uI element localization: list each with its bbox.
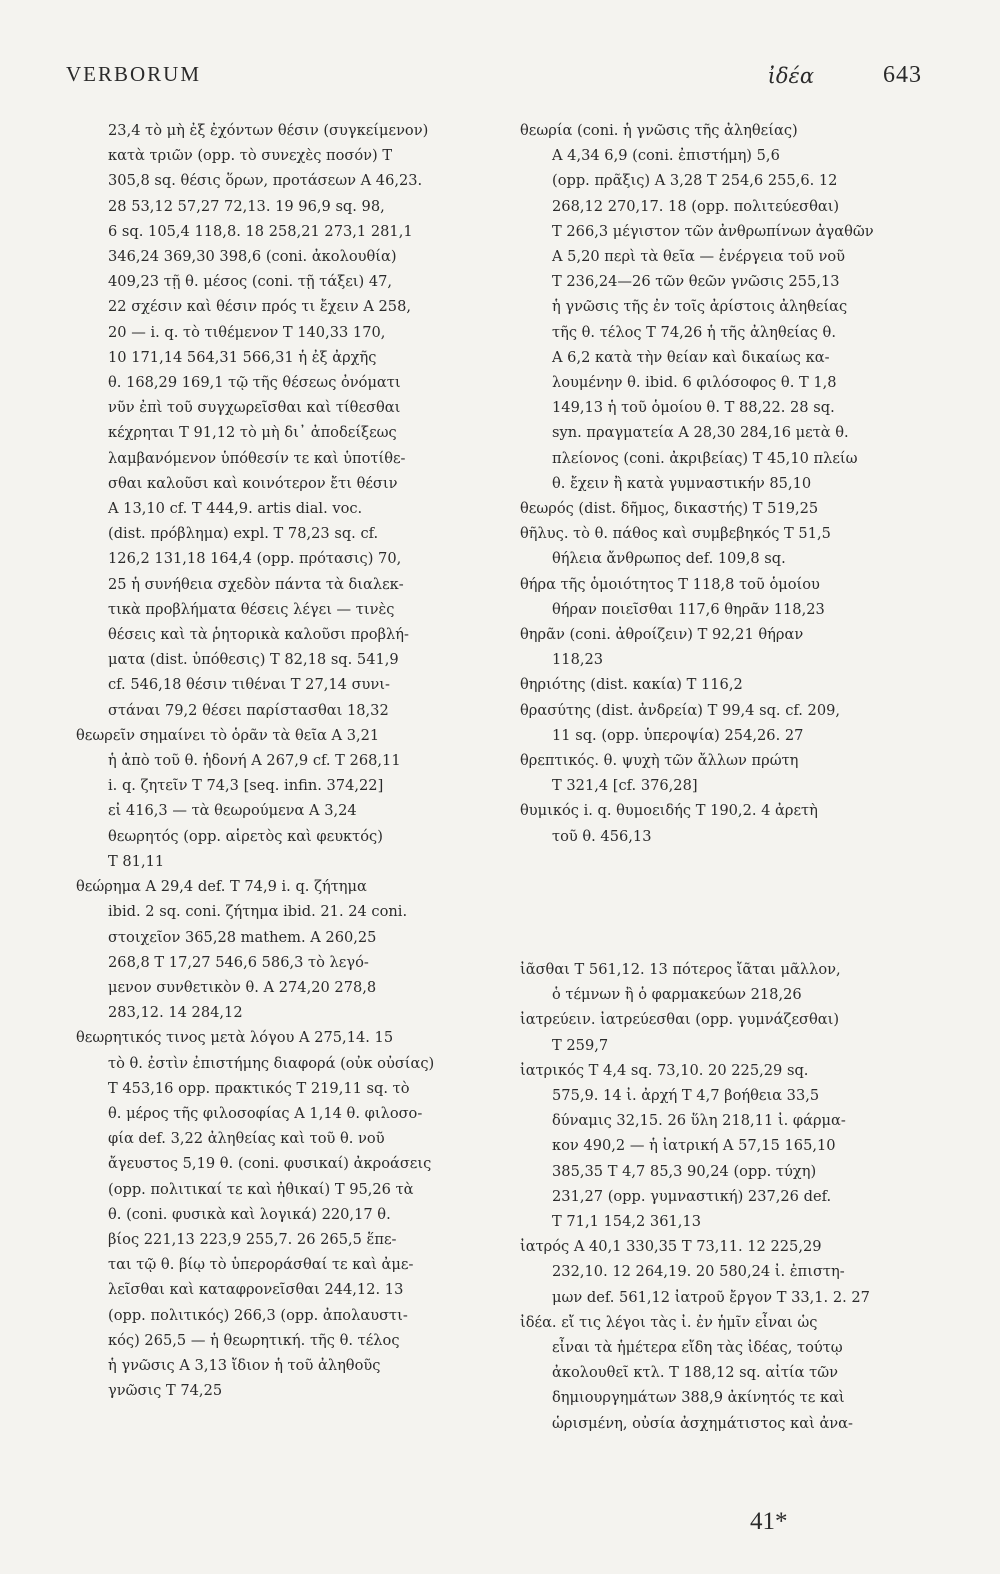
entry-line: στάναι 79,2 θέσει παρίστασθαι 18,32 <box>108 701 389 719</box>
entry-line: γνῶσις T 74,25 <box>108 1382 223 1400</box>
entry-line: cf. 546,18 θέσιν τιθέναι T 27,14 συνι- <box>108 676 390 694</box>
running-head-word: ἰδέα <box>767 64 814 88</box>
entry-line: 305,8 sq. θέσις ὅρων, προτάσεων A 46,23. <box>108 172 423 190</box>
entry-headword-line: ἰατρεύειν. ἰατρεύεσθαι (opp. γυμνάζεσθαι) <box>520 1011 840 1029</box>
entry-line: ἡ γνῶσις τῆς ἐν τοῖς ἀρίστοις ἀληθείας <box>552 298 848 316</box>
entry-line: τὸ θ. ἐστὶν ἐπιστήμης διαφορά (οὐκ οὐσίας) <box>108 1054 435 1072</box>
entry-line: μενον συνθετικὸν θ. A 274,20 278,8 <box>108 978 377 996</box>
entry-line: νῦν ἐπὶ τοῦ συγχωρεῖσθαι καὶ τίθεσθαι <box>108 399 401 417</box>
entry-line: θ. μέρος τῆς φιλοσοφίας A 1,14 θ. φιλοσο- <box>108 1104 423 1122</box>
entry-headword-line: ἰᾶσθαι T 561,12. 13 πότερος ἴᾶται μᾶλλον, <box>520 960 841 978</box>
entry-line: 22 σχέσιν καὶ θέσιν πρός τι ἔχειν A 258, <box>108 298 411 316</box>
page-number: 643 <box>883 62 922 88</box>
entry-line: δημιουργημάτων 388,9 ἀκίνητός τε καὶ <box>552 1389 845 1407</box>
entry-headword-line: θρασύτης (dist. ἀνδρεία) T 99,4 sq. cf. 209, <box>520 701 841 719</box>
entry-line: 28 53,12 57,27 72,13. 19 96,9 sq. 98, <box>108 197 385 215</box>
entry-headword-line: θεώρημα A 29,4 def. T 74,9 i. q. ζήτημα <box>76 878 367 896</box>
entry-line: κέχρηται T 91,12 τὸ μὴ δι᾽ ἀποδείξεως <box>108 424 397 442</box>
entry-line: δύναμις 32,15. 26 ὕλη 218,11 ἰ. φάρμα- <box>552 1112 846 1130</box>
entry-line: T 259,7 <box>552 1036 609 1054</box>
entry-line: λαμβανόμενον ὑπόθεσίν τε καὶ ὑποτίθε- <box>108 449 406 467</box>
entry-line: 6 sq. 105,4 118,8. 18 258,21 273,1 281,1 <box>108 222 413 240</box>
entry-line: μων def. 561,12 ἰατροῦ ἔργον T 33,1. 2. 27 <box>552 1288 870 1306</box>
signature-mark: 41* <box>750 1508 788 1535</box>
entry-line: φία def. 3,22 ἀληθείας καὶ τοῦ θ. νοῦ <box>108 1130 385 1148</box>
entry-line: τικὰ προβλήματα θέσεις λέγει — τινὲς <box>108 600 395 618</box>
entry-line: 126,2 131,18 164,4 (opp. πρότασις) 70, <box>108 550 402 568</box>
entry-headword-line: ἰατρός A 40,1 330,35 T 73,11. 12 225,29 <box>520 1238 822 1256</box>
entry-line: T 71,1 154,2 361,13 <box>552 1212 701 1230</box>
entry-line: ματα (dist. ὑπόθεσις) T 82,18 sq. 541,9 <box>108 651 399 669</box>
entry-line: θήραν ποιεῖσθαι 117,6 θηρᾶν 118,23 <box>552 600 825 618</box>
entry-line: εἶναι τὰ ἡμέτερα εἴδη τὰς ἰδέας, τούτῳ <box>552 1338 843 1356</box>
entry-line: (opp. πολιτικός) 266,3 (opp. ἀπολαυστι- <box>108 1306 408 1324</box>
entry-line: 283,12. 14 284,12 <box>108 1004 243 1022</box>
entry-line: 268,12 270,17. 18 (opp. πολιτεύεσθαι) <box>552 197 840 215</box>
entry-line: ἡ ἀπὸ τοῦ θ. ἡδονή A 267,9 cf. T 268,11 <box>108 752 401 770</box>
entry-line: στοιχεῖον 365,28 mathem. A 260,25 <box>108 928 377 946</box>
right-column-top-block <box>520 118 940 849</box>
entry-line: τοῦ θ. 456,13 <box>552 827 652 845</box>
entry-line: θέσεις καὶ τὰ ῥητορικὰ καλοῦσι προβλή- <box>108 626 409 644</box>
entry-line: ὡρισμένη, οὐσία ἀσχημάτιστος καὶ ἀνα- <box>552 1414 853 1432</box>
entry-line: ται τῷ θ. βίῳ τὸ ὑπεροράσθαί τε καὶ ἀμε- <box>108 1256 414 1274</box>
running-head-title: VERBORUM <box>66 62 202 86</box>
entry-line: T 81,11 <box>108 852 165 870</box>
entry-headword-line: ἰατρικός T 4,4 sq. 73,10. 20 225,29 sq. <box>520 1061 809 1079</box>
entry-headword-line: θεωρητικός τινος μετὰ λόγου A 275,14. 15 <box>76 1029 394 1047</box>
entry-line: ἄγευστος 5,19 θ. (coni. φυσικαί) ἀκροάσεις <box>108 1155 432 1173</box>
entry-line: A 5,20 περὶ τὰ θεῖα — ἐνέργεια τοῦ νοῦ <box>552 248 846 266</box>
entry-line: θήλεια ἄνθρωπος def. 109,8 sq. <box>552 550 786 568</box>
entry-line: 268,8 T 17,27 546,6 586,3 τὸ λεγό- <box>108 953 369 971</box>
entry-line: 409,23 τῇ θ. μέσος (coni. τῇ τάξει) 47, <box>108 273 393 291</box>
entry-headword-line: θῆλυς. τὸ θ. πάθος καὶ συμβεβηκός T 51,5 <box>520 525 831 543</box>
entry-line: ὁ τέμνων ἢ ὁ φαρμακεύων 218,26 <box>552 986 802 1004</box>
entry-line: 23,4 τὸ μὴ ἐξ ἐχόντων θέσιν (συγκείμενον) <box>108 122 429 139</box>
entry-line: 385,35 T 4,7 85,3 90,24 (opp. τύχη) <box>552 1162 817 1180</box>
entry-line: 231,27 (opp. γυμναστική) 237,26 def. <box>552 1187 832 1205</box>
entry-line: βίος 221,13 223,9 255,7. 26 265,5 ἕπε- <box>108 1230 397 1248</box>
entry-line: ἡ γνῶσις A 3,13 ἴδιον ἡ τοῦ ἀληθοῦς <box>108 1356 381 1374</box>
entry-line: σθαι καλοῦσι καὶ κοινότερον ἔτι θέσιν <box>108 474 398 492</box>
entry-line: 232,10. 12 264,19. 20 580,24 ἰ. ἐπιστη- <box>552 1263 845 1281</box>
entry-line: 149,13 ἡ τοῦ ὁμοίου θ. T 88,22. 28 sq. <box>552 399 835 417</box>
entry-headword-line: θρεπτικός. θ. ψυχὴ τῶν ἄλλων πρώτη <box>520 752 799 770</box>
entry-line: (dist. πρόβλημα) expl. T 78,23 sq. cf. <box>108 525 379 543</box>
entry-line: λουμένην θ. ibid. 6 φιλόσοφος θ. T 1,8 <box>552 374 837 392</box>
entry-line: A 13,10 cf. T 444,9. artis dial. voc. <box>108 500 363 518</box>
entry-line: εἰ 416,3 — τὰ θεωρούμενα A 3,24 <box>108 802 357 820</box>
entry-line: κατὰ τριῶν (opp. τὸ συνεχὲς ποσόν) T <box>108 147 393 165</box>
entry-headword-line: θεωρεῖν σημαίνει τὸ ὁρᾶν τὰ θεῖα A 3,21 <box>76 726 380 744</box>
entry-line: 25 ἡ συνήθεια σχεδὸν πάντα τὰ διαλεκ- <box>108 575 404 593</box>
entry-headword-line: ἰδέα. εἴ τις λέγοι τὰς ἰ. ἐν ἡμῖν εἶναι ὡς <box>520 1313 818 1331</box>
entry-line: T 321,4 [cf. 376,28] <box>552 777 698 795</box>
right-column <box>520 118 940 1436</box>
entry-line: 575,9. 14 ἰ. ἀρχή T 4,7 βοήθεια 33,5 <box>552 1086 820 1104</box>
entry-line: i. q. ζητεῖν T 74,3 [seq. infin. 374,22] <box>108 777 384 795</box>
entry-line: θ. ἔχειν ἢ κατὰ γυμναστικήν 85,10 <box>552 474 812 492</box>
entry-line: θ. (coni. φυσικὰ καὶ λογικά) 220,17 θ. <box>108 1205 391 1223</box>
entry-line: 346,24 369,30 398,6 (coni. ἀκολουθία) <box>108 248 397 266</box>
entry-headword-line: θεωρός (dist. δῆμος, δικαστής) T 519,25 <box>520 500 819 518</box>
entry-line: θεωρητός (opp. αἱρετὸς καὶ φευκτός) <box>108 827 383 845</box>
entry-line: 10 171,14 564,31 566,31 ἡ ἐξ ἀρχῆς <box>108 348 377 366</box>
entry-line: τῆς θ. τέλος T 74,26 ἡ τῆς ἀληθείας θ. <box>552 323 836 341</box>
entry-line: T 453,16 opp. πρακτικός T 219,11 sq. τὸ <box>108 1079 410 1097</box>
entry-line: κός) 265,5 — ἡ θεωρητική. τῆς θ. τέλος <box>108 1331 400 1349</box>
entry-line: πλείονος (coni. ἀκριβείας) T 45,10 πλείω <box>552 449 858 467</box>
column-gap <box>520 849 940 957</box>
entry-line: A 6,2 κατὰ τὴν θείαν καὶ δικαίως κα- <box>552 348 830 366</box>
entry-headword-line: θηρᾶν (coni. ἀθροίζειν) T 92,21 θήραν <box>520 626 804 644</box>
entry-line: 118,23 <box>552 651 604 669</box>
entry-line: 20 — i. q. τὸ τιθέμενον T 140,33 170, <box>108 323 386 341</box>
entry-line: (opp. πρᾶξις) A 3,28 T 254,6 255,6. 12 <box>552 172 838 190</box>
entry-line: ibid. 2 sq. coni. ζήτημα ibid. 21. 24 coni. <box>108 903 408 921</box>
entry-line: (opp. πολιτικαί τε καὶ ἠθικαί) T 95,26 τὰ <box>108 1180 414 1198</box>
entry-line: ἀκολουθεῖ κτλ. T 188,12 sq. αἰτία τῶν <box>552 1364 838 1382</box>
left-column <box>76 118 488 1403</box>
entry-line: A 4,34 6,9 (coni. ἐπιστήμη) 5,6 <box>552 147 780 165</box>
entry-line: 11 sq. (opp. ὑπεροψία) 254,26. 27 <box>552 726 804 744</box>
entry-line: θ. 168,29 169,1 τῷ τῆς θέσεως ὀνόματι <box>108 374 401 392</box>
entry-line: λεῖσθαι καὶ καταφρονεῖσθαι 244,12. 13 <box>108 1281 404 1299</box>
entry-line: syn. πραγματεία A 28,30 284,16 μετὰ θ. <box>552 424 849 442</box>
entry-headword-line: θήρα τῆς ὁμοιότητος T 118,8 τοῦ ὁμοίου <box>520 575 820 593</box>
entry-headword-line: θυμικός i. q. θυμοειδής T 190,2. 4 ἀρετὴ <box>520 802 818 820</box>
entry-line: κον 490,2 — ἡ ἰατρική A 57,15 165,10 <box>552 1137 836 1155</box>
entry-headword-line: θεωρία (coni. ἡ γνῶσις τῆς ἀληθείας) <box>520 122 798 139</box>
entry-line: T 266,3 μέγιστον τῶν ἀνθρωπίνων ἀγαθῶν <box>552 222 874 240</box>
right-column-bottom-block <box>520 957 940 1436</box>
entry-line: T 236,24—26 τῶν θεῶν γνῶσις 255,13 <box>552 273 840 291</box>
running-head <box>66 62 922 102</box>
entry-headword-line: θηριότης (dist. κακία) T 116,2 <box>520 676 743 694</box>
